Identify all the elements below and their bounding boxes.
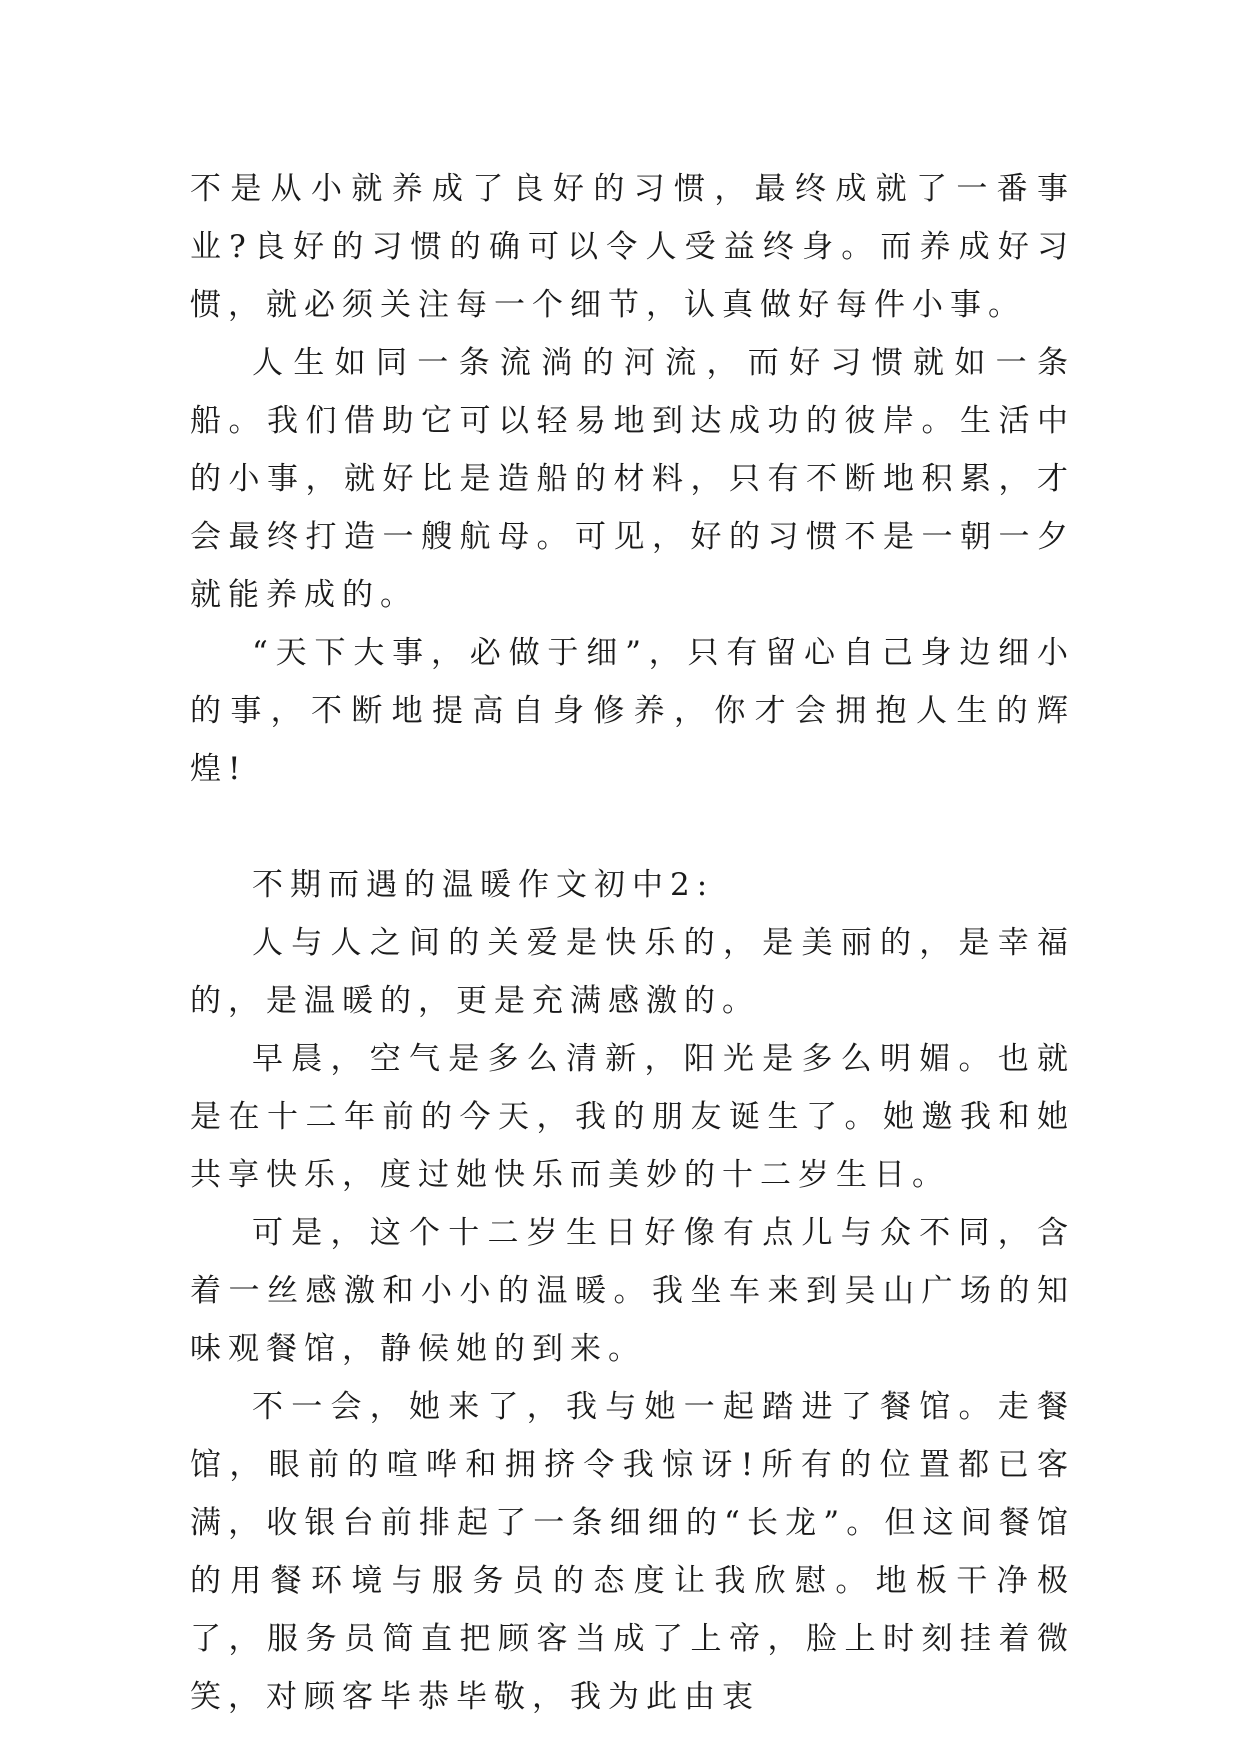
paragraph-care: 人与人之间的关爱是快乐的，是美丽的，是幸福的，是温暖的，更是充满感激的。 — [190, 925, 1075, 1019]
paragraph-details-quote: “天下大事，必做于细”，只有留心自己身边细小的事，不断地提高自身修养，你才会拥抱人生的辉煌! — [190, 635, 1075, 787]
paragraph-morning: 早晨，空气是多么清新，阳光是多么明媚。也就是在十二年前的今天，我的朋友诞生了。她邀我和她共享快乐，度过她快乐而美妙的十二岁生日。 — [190, 1041, 1075, 1193]
paragraph-life-river: 人生如同一条流淌的河流，而好习惯就如一条船。我们借助它可以轻易地到达成功的彼岸。生活中的小事，就好比是造船的材料，只有不断地积累，才会最终打造一艘航母。可见，好的习惯不是一朝一夕就能养成的。 — [190, 345, 1075, 613]
paragraph-habits-intro: 不是从小就养成了良好的习惯，最终成就了一番事业?良好的习惯的确可以令人受益终身。而养成好习惯，就必须关注每一个细节，认真做好每件小事。 — [190, 171, 1075, 323]
document-body — [190, 160, 1075, 1726]
paragraph-restaurant: 不一会，她来了，我与她一起踏进了餐馆。走餐馆，眼前的喧哗和拥挤令我惊讶!所有的位置都已客满，收银台前排起了一条细细的“长龙”。但这间餐馆的用餐环境与服务员的态度让我欣慰。地板干净极了，服务员简直把顾客当成了上帝，脸上时刻挂着微笑，对顾客毕恭毕敬，我为此由衷 — [190, 1389, 1075, 1715]
paragraph-birthday: 可是，这个十二岁生日好像有点儿与众不同，含着一丝感激和小小的温暖。我坐车来到吴山广场的知味观餐馆，静候她的到来。 — [190, 1215, 1075, 1367]
section-heading: 不期而遇的温暖作文初中2: — [252, 867, 715, 903]
section-spacer — [190, 798, 1075, 856]
